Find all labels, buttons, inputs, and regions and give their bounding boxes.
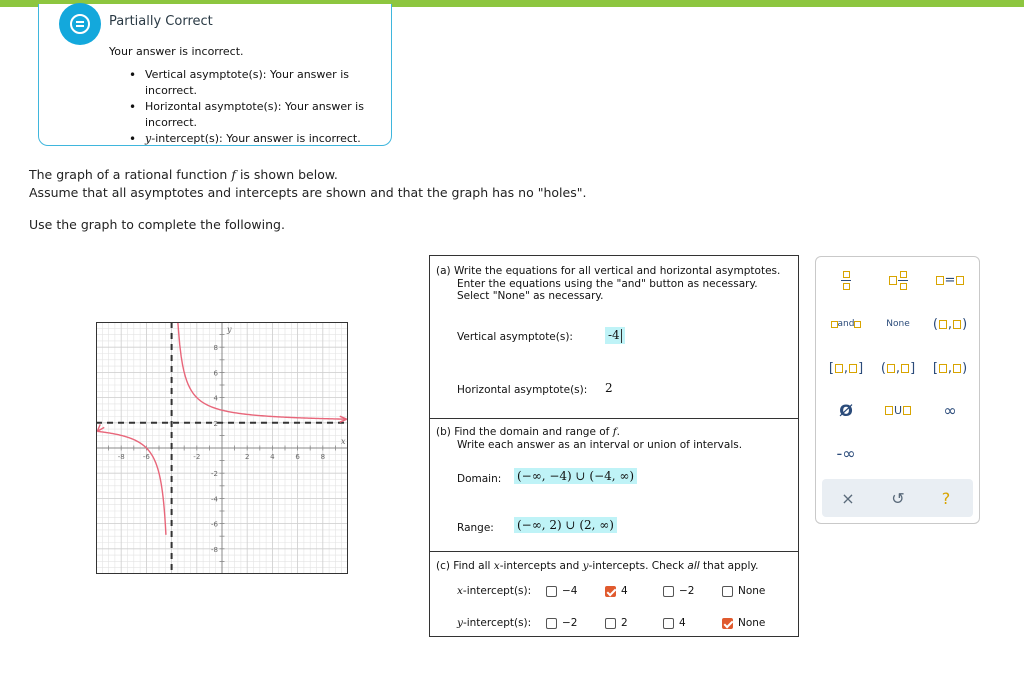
right-open-interval-button[interactable]: [ , ) xyxy=(932,360,968,376)
x-intercept-option-label: −4 xyxy=(562,585,578,597)
curve-arrow xyxy=(97,424,104,431)
x-intercept-label: x-intercept(s): xyxy=(457,585,532,597)
math-input-palette xyxy=(815,256,980,524)
vertical-asymptote-input[interactable]: -4 xyxy=(605,327,625,344)
fraction-button[interactable] xyxy=(824,265,868,295)
infinity-button[interactable]: ∞ xyxy=(943,400,957,420)
feedback-message: Your answer is incorrect. xyxy=(109,45,244,58)
prompt-line-2: Assume that all asymptotes and intercepts are shown and that the graph has no "holes". xyxy=(29,185,587,200)
y-intercept-label: y-intercept(s): xyxy=(457,617,532,629)
y-tick-label: 2 xyxy=(213,419,218,428)
x-intercept-option-label: 4 xyxy=(621,585,628,597)
y-tick-label: 8 xyxy=(213,344,218,353)
y-intercept-option-2-checkbox[interactable] xyxy=(605,618,616,629)
x-intercept-option-4-checkbox[interactable] xyxy=(605,586,616,597)
x-tick-label: 4 xyxy=(270,453,275,461)
x-tick-label: 6 xyxy=(295,453,300,461)
text-cursor xyxy=(621,329,622,343)
y-intercept-option-label: 4 xyxy=(679,617,686,629)
y-tick-label: -8 xyxy=(211,545,218,554)
prompt-line-1: The graph of a rational function f is shown below. xyxy=(29,167,338,182)
equation-button[interactable]: = xyxy=(928,265,972,295)
union-button[interactable]: U xyxy=(876,395,920,425)
y-intercept-option-neg2-checkbox[interactable] xyxy=(546,618,557,629)
feedback-list xyxy=(127,67,391,147)
x-intercept-option-neg2-checkbox[interactable] xyxy=(663,586,674,597)
y-tick-label: -4 xyxy=(211,495,218,504)
part-a-instructions: (a) Write the equations for all vertical and horizontal asymptotes. Enter the equations using the "and" button as necessary. Select "None" as necessary. xyxy=(436,265,781,302)
x-tick-label: -8 xyxy=(117,453,125,461)
y-tick-label: 4 xyxy=(213,394,218,403)
y-axis-label: y xyxy=(227,325,232,334)
none-button[interactable]: None xyxy=(886,319,910,329)
y-intercept-option-label: None xyxy=(738,617,766,629)
rational-function-graph xyxy=(96,322,348,574)
part-a-section xyxy=(430,256,798,418)
and-button[interactable]: and xyxy=(824,309,868,339)
x-intercept-none-checkbox[interactable] xyxy=(722,586,733,597)
prompt-line-3: Use the graph to complete the following. xyxy=(29,217,285,232)
part-b-instructions: (b) Find the domain and range of f. Write each answer as an interval or union of intervals. xyxy=(436,426,743,451)
y-intercept-none-checkbox[interactable] xyxy=(722,618,733,629)
curve-left-branch xyxy=(97,431,166,534)
feedback-title: Partially Correct xyxy=(109,14,213,29)
negative-infinity-button[interactable]: -∞ xyxy=(836,443,856,463)
feedback-item: • Vertical asymptote(s): Your answer is incorrect. xyxy=(127,67,391,99)
undo-icon[interactable]: ↺ xyxy=(891,488,905,508)
x-intercept-option-label: −2 xyxy=(679,585,695,597)
empty-set-button[interactable]: Ø xyxy=(839,400,853,420)
x-tick-label: -6 xyxy=(142,453,150,461)
x-tick-label: 2 xyxy=(244,453,250,461)
left-open-interval-button[interactable]: ( , ] xyxy=(880,360,916,376)
x-tick-label: 8 xyxy=(320,453,326,461)
x-intercept-option-neg4-checkbox[interactable] xyxy=(546,586,557,597)
feedback-item: • Horizontal asymptote(s): Your answer is incorrect. xyxy=(127,99,391,131)
part-c-instructions: (c) Find all x-intercepts and y-intercepts. Check all that apply. xyxy=(436,560,759,572)
x-intercept-option-label: None xyxy=(738,585,766,597)
y-tick-label: -2 xyxy=(211,470,218,479)
feedback-panel xyxy=(38,4,392,146)
horizontal-asymptote-label: Horizontal asymptote(s): xyxy=(457,384,588,396)
x-tick-label: -2 xyxy=(193,453,201,461)
y-intercept-option-4-checkbox[interactable] xyxy=(663,618,674,629)
y-tick-label: 6 xyxy=(213,369,218,378)
range-input[interactable]: (−∞, 2) ∪ (2, ∞) xyxy=(514,517,617,533)
y-intercept-option-label: −2 xyxy=(562,617,578,629)
horizontal-asymptote-input[interactable]: 2 xyxy=(605,381,613,395)
range-label: Range: xyxy=(457,522,494,534)
clear-icon[interactable]: × xyxy=(841,488,855,508)
feedback-item: • y-intercept(s): Your answer is incorrect. xyxy=(127,131,391,147)
curve-right-branch xyxy=(177,322,347,419)
y-intercept-option-label: 2 xyxy=(621,617,628,629)
part-c-section xyxy=(430,551,798,637)
mixed-number-button[interactable] xyxy=(876,265,920,295)
help-icon[interactable]: ? xyxy=(941,488,951,508)
open-interval-button[interactable]: ( , ) xyxy=(932,316,968,332)
y-tick-label: -6 xyxy=(211,520,218,529)
palette-action-bar xyxy=(822,479,973,517)
vertical-asymptote-label: Vertical asymptote(s): xyxy=(457,331,573,343)
x-axis-label: x xyxy=(341,437,346,446)
domain-label: Domain: xyxy=(457,473,502,485)
part-b-section xyxy=(430,418,798,551)
feedback-icon xyxy=(59,3,101,45)
domain-input[interactable]: (−∞, −4) ∪ (−4, ∞) xyxy=(514,468,637,484)
question-panel xyxy=(429,255,799,637)
closed-interval-button[interactable]: [ , ] xyxy=(828,360,864,376)
